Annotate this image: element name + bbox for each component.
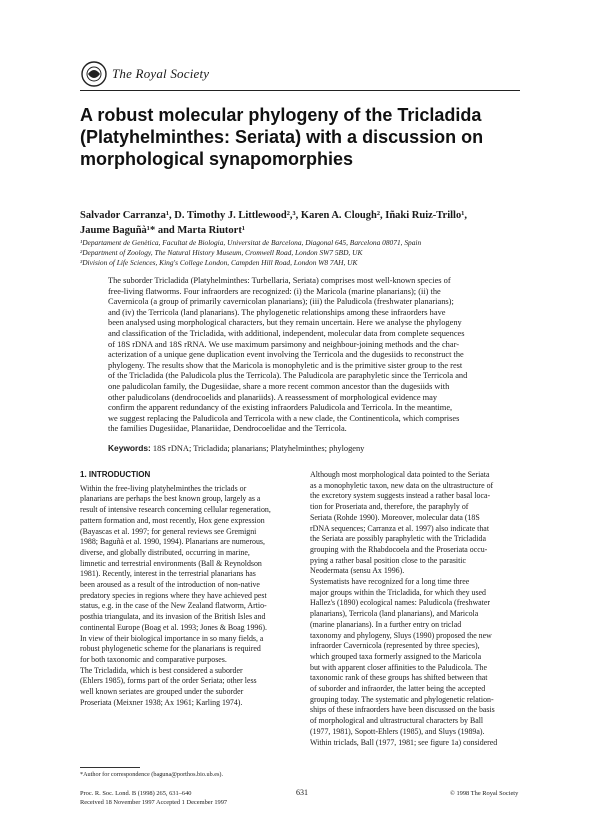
abstract-line: of the Tricladida (the Paludicola plus the Terricola). The Paludicola are paraphyletic since the Terricola and: [108, 371, 468, 381]
body-text-line: of morphological and ultrastructural characters by Ball: [310, 716, 484, 726]
authors-line: Jaume Baguñà¹* and Marta Riutort¹: [80, 225, 245, 236]
body-text-line: well known seriates are grouped under the suborder: [80, 687, 244, 697]
body-text-line: (1977, 1981), Sopott-Ehlers (1985), and Sluys (1989a).: [310, 726, 485, 736]
body-text-line: planarians), Terricola (land planarians), and Maricola: [310, 609, 479, 619]
body-text-line: but with apparent closer affinities to the Paludicola. The: [310, 662, 487, 672]
body-text-line: Seriata (Rohde 1990). Moreover, molecular data (18S: [310, 512, 480, 522]
body-text-line: limnetic and terrestrial environments (Ball & Reynoldson: [80, 558, 262, 568]
journal-line: Proc. R. Soc. Lond. B (1998) 265, 631–640: [80, 790, 192, 797]
header-rule: [80, 90, 520, 91]
body-text-line: Within triclads, Ball (1977, 1981; see figure 1a) considered: [310, 737, 498, 747]
abstract-line: acterization of a unique gene duplication event involving the Terricola and the dugesiids to reconstruct the: [108, 350, 464, 360]
keywords-text: 18S rDNA; Tricladida; planarians; Platyhelminthes; phylogeny: [152, 444, 365, 453]
body-text-line: planarians are perhaps the best known group, largely as a: [80, 494, 261, 504]
body-text-line: Systematists have recognized for a long time three: [310, 577, 470, 587]
abstract-line: and classification of the Tricladida, with additional, independent, molecular data from complete sequences: [108, 328, 465, 338]
body-text-line: which grouped taxa formerly assigned to the Maricola: [310, 651, 482, 661]
body-text-line: Hallez's (1890) ecological names: Paludicola (freshwater: [310, 598, 490, 608]
paper-title: [80, 104, 530, 170]
body-text-line: Although most morphological data pointed to the Seriata: [310, 470, 490, 479]
left-column-text: [80, 484, 304, 709]
body-text-line: the excretory system suggests instead a rather basal loca-: [310, 491, 491, 501]
author-list: [80, 208, 530, 238]
body-text-line: pying a rather basal position close to the parasitic: [310, 555, 467, 565]
logo-text: The Royal Society: [112, 66, 210, 81]
abstract-line: of 18S rDNA and 18S rRNA. We use maximum parsimony and neighbour-joining methods and the char-: [108, 339, 459, 349]
body-text-line: Within the free-living platyhelminthes the triclads or: [80, 483, 247, 493]
body-text-line: diverse, and globally distributed, occurring in marine,: [80, 547, 250, 557]
abstract-line: other paludicolans (dendrocoelids and planariids). A reassessment of morphological evidence may: [108, 392, 438, 402]
abstract-line: Cavernicola (a group of primarily cavernicolan planarians); (iii) the Paludicola (freshwater planarians);: [108, 297, 454, 307]
body-text-line: as a monophyletic taxon, new data on the ultrastructure of: [310, 480, 494, 490]
body-text-line: 1981). Recently, interest in the terrestrial planarians has: [80, 569, 256, 579]
received-line: Received 18 November 1997 Accepted 1 December 1997: [80, 798, 228, 806]
right-column-text: [310, 470, 534, 748]
body-text-line: taxonomy and phylogeny, Sluys (1990) proposed the new: [310, 630, 492, 640]
page-number: 631: [296, 788, 308, 797]
body-text-line: (Ehlers 1985), forms part of the order Seriata; other less: [80, 676, 257, 686]
abstract: [108, 276, 518, 435]
royal-society-emblem-icon: [80, 60, 108, 88]
keywords-label: Keywords:: [108, 443, 151, 453]
body-text-line: grouping with the Rhabdocoela and the Proseriata occu-: [310, 544, 488, 554]
abstract-line: The suborder Tricladida (Platyhelminthes: Turbellaria, Seriata) comprises most well-known species of: [108, 276, 451, 285]
body-text-line: (marine planarians). In a further entry on triclad: [310, 619, 462, 629]
body-text-line: been aroused as a result of the introduction of non-native: [80, 580, 260, 590]
abstract-line: confirm the apparent redundancy of the existing infraorders Paludicola and Terricola. In the meantime,: [108, 403, 453, 413]
body-text-line: for both taxonomic and comparative purposes.: [80, 654, 227, 664]
body-text-line: tion for Proseriata and, therefore, the paraphyly of: [310, 502, 469, 512]
section-heading: 1. INTRODUCTION: [80, 470, 151, 479]
affiliation: ²Department of Zoology, The Natural History Museum, Cromwell Road, London SW7 5BD, UK: [80, 247, 363, 257]
body-text-line: robust phylogenetic scheme for the planarians is required: [80, 644, 261, 654]
authors-line: Salvador Carranza¹, D. Timothy J. Littlewood²,³, Karen A. Clough², Iñaki Ruiz-Trillo¹,: [80, 210, 467, 221]
body-text-line: infraorder Cavernicola (represented by three species),: [310, 641, 480, 651]
body-text-line: In view of their biological importance in so many fields, a: [80, 633, 264, 643]
body-text-line: taxonomic rank of these groups has shifted between that: [310, 673, 488, 683]
body-text-line: predatory species in regions where they have achieved pest: [80, 590, 267, 600]
abstract-line: and (iv) the Terricola (land planarians). The phylogenetic relationships among these infraorders have: [108, 307, 446, 317]
body-text-line: (Bayascas et al. 1997; for general reviews see Gremigni: [80, 526, 257, 536]
abstract-line: been analysed using morphological characters, but they remain uncertain. Here we analyse the phylogeny: [108, 318, 462, 328]
affiliations: [80, 238, 550, 267]
body-text-line: pattern formation and, most recently, Hox gene expression: [80, 515, 265, 525]
body-text-line: major groups within the Tricladida, for which they used: [310, 587, 486, 597]
footnote-rule: [80, 767, 140, 768]
body-text-line: rDNA sequences; Carranza et al. 1997) also indicate that: [310, 523, 490, 533]
abstract-line: phylogeny. The results show that the Maricola is monophyletic and is the primitive sister group to the rest: [108, 360, 463, 370]
body-text-line: ships of these infraorders have been discussed on the basis: [310, 705, 495, 715]
title-line: (Platyhelminthes: Seriata) with a discussion on: [80, 127, 484, 147]
body-text-line: result of intensive research concerning cellular regeneration,: [80, 505, 271, 515]
body-text-line: continental Europe (Boag et al. 1993; Jones & Boag 1996).: [80, 622, 267, 632]
body-text-line: posthia triangulata, and its invasion of the British Isles and: [80, 612, 266, 622]
body-text-line: Neodermata (sensu Ax 1996).: [310, 566, 405, 576]
body-text-line: Proseriata (Meixner 1938; Ax 1961; Karling 1974).: [80, 697, 243, 707]
copyright: © 1998 The Royal Society: [450, 790, 519, 797]
abstract-line: we suggest replacing the Paludicola and Terricola with a new clade, the Continenticola, which comprises: [108, 413, 460, 423]
abstract-line: the families Dugesiidae, Planariidae, Dendrocoelidae and the Terricola.: [108, 424, 347, 434]
keywords: [108, 443, 364, 453]
affiliation: ³Division of Life Sciences, King's College London, Campden Hill Road, London W8 7AH, UK: [80, 257, 358, 267]
body-text-line: of suborder and infraorder, the latter being the accepted: [310, 684, 486, 694]
abstract-line: free-living flatworms. Four infraorders are recognized: (i) the Maricola (marine planarians); (ii) the: [108, 286, 441, 296]
left-column: [80, 470, 304, 708]
body-text-line: status, e.g. in the case of the New Zealand flatworm, Artio-: [80, 601, 267, 611]
body-text-line: the Seriata are possibly paraphyletic with the Tricladida: [310, 534, 486, 544]
body-text-line: 1988; Baguñà et al. 1990, 1994). Planarians are numerous,: [80, 537, 265, 547]
abstract-line: one paludicolan family, the Dugesiidae, share a more recent common ancestor than the dugesiids with: [108, 381, 450, 391]
affiliation: ¹Departament de Genètica, Facultat de Biologia, Universitat de Barcelona, Diagonal 645, Barcelona 08071, Spain: [80, 238, 422, 247]
royal-society-logo: [80, 60, 209, 88]
journal-citation: [80, 790, 227, 807]
title-line: morphological synapomorphies: [80, 149, 354, 169]
body-text-line: The Tricladida, which is best considered a suborder: [80, 665, 243, 675]
title-line: A robust molecular phylogeny of the Tricladida: [80, 105, 482, 125]
correspondence-footnote: *Author for correspondence (baguna@porthos.bio.ub.es).: [80, 771, 223, 778]
body-text-line: grouping today. The systematic and phylogenetic relation-: [310, 694, 494, 704]
